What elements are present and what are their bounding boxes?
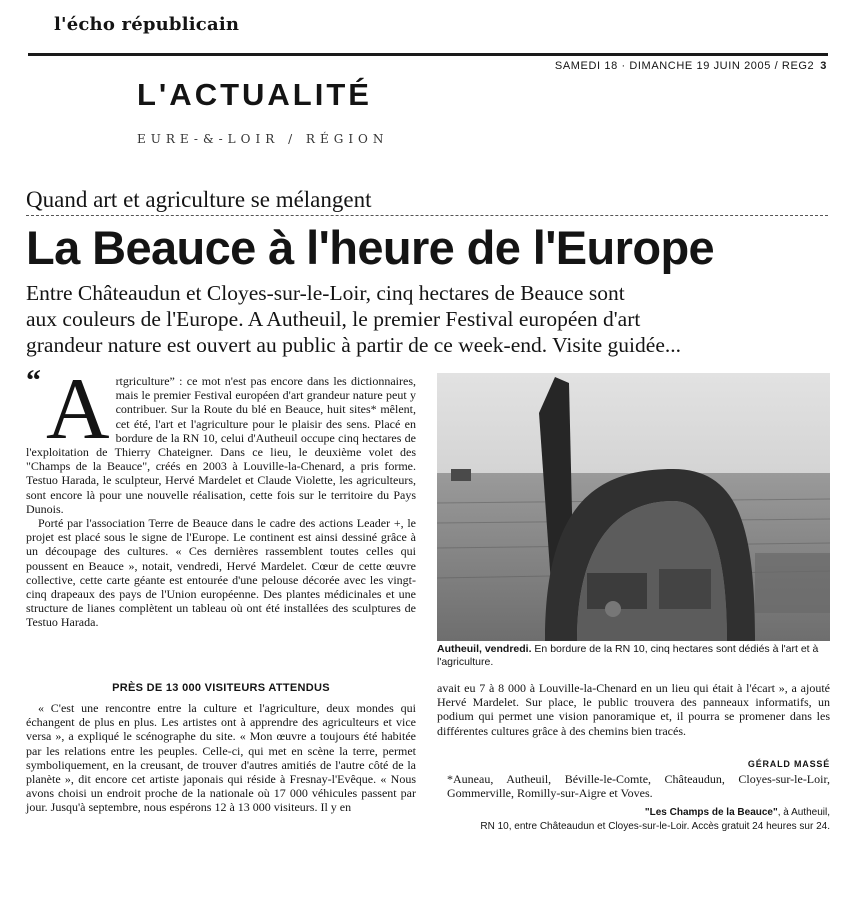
article-column-1-continued — [26, 701, 416, 815]
practical-info — [437, 806, 830, 834]
newspaper-masthead: l'écho républicain — [54, 14, 240, 35]
caption-location: Autheuil, vendredi. — [437, 643, 532, 655]
article-subhead: PRÈS DE 13 000 VISITEURS ATTENDUS — [112, 682, 330, 694]
article-headline: La Beauce à l'heure de l'Europe — [26, 221, 715, 274]
body-paragraph: rtgriculture” : ce mot n'est pas encore dans les dictionnaires, mais le premier Festival européen d'art grandeur nature peut y contribuer. Sur la Route du blé en Beauce, huit sites* mêlent, cet été, l'art et l'agriculture pour le plaisir des sens. Placé en bordure de la RN 10, celui d'Autheuil occupe cinq hectares de l'exploitation de Thierry Chateigner. Dans ce lieu, le deuxième volet des "Champs de la Beauce", créés en 2003 à Louville-la-Chenard, a pris forme. Testuo Harada, le sculpteur, Hervé Mardelet et Claude Violette, les agriculteurs, sont encore là pour une nouvelle réalisation, cette fois sur le territoire du Pays Dunois. — [26, 374, 416, 516]
page-number: 3 — [820, 60, 827, 72]
photo-caption — [437, 643, 830, 669]
section-subtitle: EURE-&-LOIR / RÉGION — [137, 132, 389, 146]
article-column-2 — [437, 681, 830, 738]
body-paragraph: avait eu 7 à 8 000 à Louville-la-Chenard en un lieu qui était à l'écart », a ajouté Hervé Mardelet. Sur place, le public trouvera des panneaux informatifs, un podium qui permet une vision panoramique et, il pourra se promener dans les différentes cultures grâce à des chemins bien tracés. — [437, 681, 830, 738]
info-event-name: "Les Champs de la Beauce" — [644, 807, 778, 818]
section-title: L'ACTUALITÉ — [137, 77, 372, 112]
author-signature: GÉRALD MASSÉ — [747, 759, 830, 769]
open-quote-mark: “ — [26, 364, 41, 397]
drop-cap: A — [46, 361, 110, 458]
footnote: *Auneau, Autheuil, Béville-le-Comte, Châteaudun, Cloyes-sur-le-Loir, Gommerville, Romilly-sur-Aigre et Voves. — [447, 772, 830, 801]
info-line-1 — [437, 806, 830, 820]
standfirst-line: Entre Châteaudun et Cloyes-sur-le-Loir, cinq hectares de Beauce sont — [26, 281, 625, 305]
info-line-2: RN 10, entre Châteaudun et Cloyes-sur-le-Loir. Accès gratuit 24 heures sur 24. — [480, 821, 830, 832]
standfirst-line: grandeur nature est ouvert au public à partir de ce week-end. Visite guidée... — [26, 333, 681, 357]
photo-sculpture-field — [437, 373, 830, 641]
caption-text: En bordure de la RN 10, cinq hectares sont dédiés à l'art et à l'agriculture. — [437, 643, 819, 668]
article-standfirst — [26, 280, 826, 358]
top-rule — [28, 53, 828, 56]
body-paragraph: « C'est une rencontre entre la culture et l'agriculture, deux mondes qui échangent de plus en plus. Les artistes ont à apprendre des agriculteurs et vice versa », a expliqué le scénographe du site. « Mon œuvre a toujours été habitée par les relations entre les peuples. Celle-ci, qui met en scène la terre, permet symboliquement, en la creusant, de trouver d'autres amitiés de l'autre côté de la planète », dit encore cet artiste japonais qui réside à Fresnay-l'Evêque. « Nous avons choisi un endroit proche de la nationale où 17 000 véhicules passent par jour. Jusqu'à septembre, nous espérons 12 à 13 000 visiteurs. Il y en — [26, 701, 416, 815]
article-kicker: Quand art et agriculture se mélangent — [26, 187, 372, 212]
issue-date: SAMEDI 18 · DIMANCHE 19 JUIN 2005 / REG2 — [554, 60, 815, 72]
article-photo — [437, 373, 830, 641]
body-paragraph: Porté par l'association Terre de Beauce dans le cadre des actions Leader +, le projet est placé sous le signe de l'Europe. Le continent est ainsi dessiné grâce à un découpage des cultures. « Ces dernières rassemblent toutes celles qui poussent en Beauce », notait, vendredi, Hervé Mardelet. Cœur de cette œuvre collective, cette carte géante est entourée d'une pelouse décorée avec les vingt-cinq drapeaux des pays de l'Union européenne. Des plantes médicinales et une structure de lianes complètent un tableau où ont été installées des sculptures de Testuo Harada. — [26, 516, 416, 630]
dashed-rule — [26, 215, 828, 216]
standfirst-line: aux couleurs de l'Europe. A Autheuil, le premier Festival européen d'art — [26, 307, 641, 331]
dateline — [470, 60, 827, 72]
article-column-1 — [26, 361, 416, 630]
info-location: , à Autheuil, — [777, 807, 830, 818]
